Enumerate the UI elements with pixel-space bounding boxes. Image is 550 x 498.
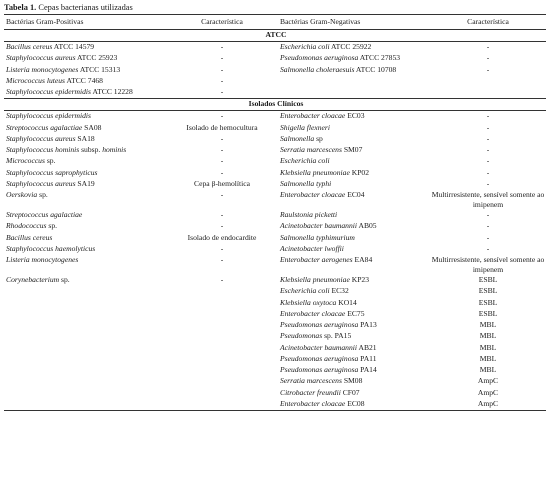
gram-positive-characteristic: Isolado de endocardite: [187, 232, 257, 242]
gram-negative-cell: [278, 87, 428, 99]
gram-negative-cell: [278, 376, 428, 387]
species-name: Staphylococcus epidermidis: [6, 111, 91, 121]
species-name: Salmonella typhimurium: [280, 232, 355, 242]
table-row: [4, 87, 546, 99]
gram-positive-cell: [4, 168, 164, 179]
gram-negative-characteristic: [428, 76, 546, 87]
species-name: Shigella flexneri: [280, 122, 330, 132]
gram-positive-cell: [4, 221, 164, 232]
species-name: Klebsiella pneumoniae: [280, 275, 350, 284]
species-name: Staphylococcus saprophyticus: [6, 167, 98, 177]
strain-code: SA19: [75, 178, 95, 188]
gram-positive-cell: [4, 275, 164, 286]
table-row: [4, 233, 546, 244]
table-row: [4, 286, 546, 297]
subspecies-name: hominis: [102, 145, 127, 154]
species-name: Enterobacter cloacae: [280, 190, 346, 199]
gram-positive-characteristic: -: [220, 243, 224, 253]
section-header-row: [4, 99, 546, 111]
gram-positive-characteristic: [164, 331, 278, 342]
species-name: Enterobacter aerogenes: [280, 255, 353, 264]
species-name: Staphylococcus aureus: [6, 53, 76, 63]
gram-negative-cell: [278, 65, 428, 76]
gram-negative-characteristic: AmpC: [428, 399, 546, 411]
gram-negative-characteristic: AmpC: [477, 376, 499, 386]
gram-negative-characteristic: -: [486, 64, 490, 74]
species-name: Oerskovia: [6, 190, 38, 199]
gram-negative-cell: [278, 111, 428, 123]
gram-negative-cell: [278, 331, 428, 342]
table-row: [4, 399, 546, 411]
strain-code: AB05: [356, 221, 377, 231]
gram-negative-characteristic: -: [486, 122, 490, 132]
gram-negative-characteristic: MBL: [479, 331, 497, 341]
gram-positive-cell: [4, 320, 164, 331]
gram-negative-characteristic: MBL: [479, 342, 497, 352]
gram-negative-characteristic: [428, 87, 546, 99]
section-title: Isolados Clínicos: [4, 99, 546, 111]
strain-code: EC32: [329, 286, 349, 296]
gram-negative-characteristic: -: [486, 178, 490, 188]
species-name: Pseudomonas aeruginosa: [280, 320, 359, 329]
gram-negative-cell: [278, 179, 428, 190]
gram-negative-cell: [278, 365, 428, 376]
gram-negative-cell: [278, 210, 428, 221]
species-name: Salmonella: [280, 133, 315, 143]
table-row: [4, 244, 546, 255]
species-name: Klebsiella pneumoniae: [280, 167, 350, 177]
gram-positive-cell: [4, 331, 164, 342]
table-caption: [4, 2, 546, 14]
strain-code: SA18: [75, 133, 95, 143]
gram-negative-characteristic: -: [486, 156, 490, 166]
strain-code: PA11: [358, 353, 377, 363]
document-page: [4, 2, 546, 411]
gram-negative-characteristic: ESBL: [478, 286, 498, 296]
gram-positive-cell: [4, 298, 164, 309]
gram-positive-cell: [4, 42, 164, 54]
gram-negative-cell: [278, 145, 428, 156]
gram-negative-cell: [278, 309, 428, 320]
gram-negative-characteristic: -: [486, 133, 490, 143]
gram-negative-characteristic: ESBL: [478, 308, 498, 318]
gram-positive-cell: [4, 343, 164, 354]
gram-negative-cell: [278, 244, 428, 255]
gram-negative-cell: [278, 221, 428, 232]
species-name: Rhodococcus: [6, 221, 47, 231]
gram-negative-cell: [278, 156, 428, 167]
species-name: Staphylococcus hominis: [6, 145, 80, 154]
gram-positive-cell: [4, 233, 164, 244]
strain-code: ATCC 25922: [329, 42, 372, 51]
table-row: [4, 255, 546, 275]
table-row: [4, 298, 546, 309]
gram-positive-cell: [4, 244, 164, 255]
table-row: [4, 221, 546, 232]
gram-negative-characteristic: -: [486, 167, 490, 177]
strain-code: PA14: [358, 365, 377, 374]
gram-negative-cell: [278, 388, 428, 399]
species-name: Listeria monocytogenes: [6, 255, 79, 264]
gram-positive-characteristic: -: [220, 156, 224, 166]
species-name: Acinetobacter baumannii: [280, 221, 357, 231]
gram-positive-characteristic: Cepa β-hemolítica: [194, 178, 250, 188]
species-name: Staphylococcus aureus: [6, 133, 76, 143]
gram-negative-cell: [278, 168, 428, 179]
gram-negative-characteristic: -: [486, 145, 490, 154]
caption-label: Tabela 1.: [4, 3, 37, 12]
section-title: ATCC: [4, 30, 546, 42]
strain-code: KP02: [349, 167, 370, 177]
section-header-row: [4, 30, 546, 42]
gram-positive-characteristic: -: [220, 53, 224, 63]
gram-negative-characteristic: -: [486, 210, 490, 219]
header-characteristic-gn: Característica: [428, 15, 546, 30]
gram-positive-characteristic: -: [220, 111, 224, 121]
header-gram-negative: Bactérias Gram-Negativas: [278, 15, 428, 30]
gram-negative-cell: [278, 42, 428, 54]
species-name: Enterobacter cloacae: [280, 308, 346, 318]
gram-negative-cell: [278, 76, 428, 87]
gram-positive-cell: [4, 179, 164, 190]
strain-code: ATCC 10708: [354, 64, 397, 74]
gram-negative-characteristic: -: [486, 111, 490, 121]
strain-code: ATCC 15313: [78, 64, 121, 74]
gram-positive-cell: [4, 76, 164, 87]
gram-positive-characteristic: [164, 399, 278, 411]
gram-positive-cell: [4, 53, 164, 64]
gram-positive-cell: [4, 134, 164, 145]
gram-positive-cell: [4, 399, 164, 411]
gram-negative-characteristic: MBL: [479, 353, 497, 363]
gram-negative-cell: [278, 275, 428, 286]
species-name: Bacillus cereus: [6, 42, 53, 51]
gram-positive-cell: [4, 376, 164, 387]
species-name: Serratia marcescens: [280, 376, 342, 386]
gram-positive-cell: [4, 111, 164, 123]
species-name: Pseudomonas aeruginosa: [280, 53, 359, 63]
gram-negative-cell: [278, 399, 428, 411]
gram-negative-cell: [278, 286, 428, 297]
gram-negative-characteristic: ESBL: [478, 275, 498, 284]
strain-code: EA84: [352, 255, 373, 264]
gram-positive-cell: [4, 190, 164, 210]
table-row: [4, 388, 546, 399]
species-name: Staphylococcus epidermidis: [6, 87, 91, 96]
species-name: Salmonella choleraesuis: [280, 64, 355, 74]
table-row: [4, 111, 546, 123]
strain-code: SM07: [341, 145, 363, 154]
gram-positive-cell: [4, 388, 164, 399]
gram-negative-cell: [278, 53, 428, 64]
strain-code: KO14: [336, 297, 357, 307]
strain-code: sp.: [37, 190, 48, 199]
strain-code: sp. PA15: [322, 331, 352, 341]
species-name: Raulstonia picketti: [280, 210, 338, 219]
strain-code: ATCC 14579: [52, 42, 95, 51]
species-name: Staphylococcus aureus: [6, 178, 76, 188]
table-row: [4, 376, 546, 387]
species-name: Enterobacter cloacae: [280, 398, 346, 408]
gram-negative-cell: [278, 190, 428, 210]
gram-negative-cell: [278, 298, 428, 309]
gram-negative-characteristic: -: [486, 53, 490, 63]
gram-positive-characteristic: [164, 354, 278, 365]
gram-positive-characteristic: -: [220, 133, 224, 143]
table-row: [4, 65, 546, 76]
gram-positive-characteristic: [164, 365, 278, 376]
bacterial-strains-table: [4, 14, 546, 411]
table-row: [4, 354, 546, 365]
gram-positive-cell: [4, 123, 164, 134]
species-name: Klebsiella oxytoca: [280, 297, 337, 307]
gram-negative-characteristic: ESBL: [478, 297, 498, 307]
table-row: [4, 190, 546, 210]
species-name: Micrococcus: [6, 156, 45, 166]
header-row: [4, 15, 546, 30]
gram-positive-characteristic: -: [220, 167, 224, 177]
gram-positive-characteristic: [164, 376, 278, 387]
gram-negative-characteristic: MBL: [479, 320, 497, 329]
table-row: [4, 309, 546, 320]
strain-code: EC75: [345, 308, 365, 318]
strain-code: ATCC 25923: [75, 53, 118, 63]
species-name: Streptococcus agalactiae: [6, 122, 83, 132]
strain-code: sp.: [59, 275, 70, 284]
table-row: [4, 210, 546, 221]
table-row: [4, 331, 546, 342]
gram-positive-cell: [4, 309, 164, 320]
table-row: [4, 365, 546, 376]
gram-positive-characteristic: [164, 309, 278, 320]
gram-positive-characteristic: -: [220, 75, 224, 85]
species-name: Micrococcus luteus: [6, 75, 65, 85]
table-row: [4, 275, 546, 286]
species-name: Streptococcus agalactiae: [6, 210, 83, 219]
table-row: [4, 123, 546, 134]
strain-code: EC03: [345, 111, 365, 121]
gram-positive-characteristic: [164, 298, 278, 309]
species-name: Pseudomonas aeruginosa: [280, 353, 359, 363]
gram-positive-cell: [4, 145, 164, 156]
species-name: Escherichia coli: [280, 42, 330, 51]
gram-positive-characteristic: -: [220, 275, 224, 284]
gram-positive-characteristic: [164, 343, 278, 354]
species-name: Citrobacter freundii: [280, 387, 341, 397]
species-name: Escherichia coli: [280, 286, 330, 296]
strain-code: ATCC 7468: [64, 75, 103, 85]
table-row: [4, 168, 546, 179]
strain-code: EC04: [345, 190, 365, 199]
gram-negative-cell: [278, 123, 428, 134]
gram-negative-cell: [278, 320, 428, 331]
gram-positive-characteristic: -: [220, 145, 224, 154]
table-row: [4, 156, 546, 167]
species-name: Salmonella typhi: [280, 178, 332, 188]
species-name: Serratia marcescens: [280, 145, 342, 154]
gram-positive-characteristic: -: [220, 221, 224, 231]
table-body: [4, 30, 546, 411]
strain-code: KP23: [349, 275, 370, 284]
table-row: [4, 343, 546, 354]
header-gram-positive: Bactérias Gram-Positivas: [4, 15, 164, 30]
species-name: Corynebacterium: [6, 275, 60, 284]
species-name: Escherichia coli: [280, 156, 330, 166]
strain-code: AB21: [356, 342, 377, 352]
gram-negative-characteristic: -: [486, 42, 490, 51]
gram-positive-cell: [4, 354, 164, 365]
gram-positive-cell: [4, 87, 164, 99]
species-name: Pseudomonas: [280, 331, 323, 341]
gram-negative-characteristic: -: [486, 243, 490, 253]
strain-code: ATCC 12228: [91, 87, 133, 96]
gram-positive-characteristic: -: [220, 255, 224, 264]
gram-positive-cell: [4, 65, 164, 76]
species-name: Acinetobacter lwoffii: [280, 243, 344, 253]
species-name: Acinetobacter baumannii: [280, 342, 357, 352]
gram-negative-cell: [278, 343, 428, 354]
gram-negative-characteristic: MBL: [479, 365, 497, 374]
species-name: Staphylococcus haemolyticus: [6, 243, 96, 253]
strain-code: PA13: [358, 320, 377, 329]
table-row: [4, 76, 546, 87]
gram-positive-cell: [4, 210, 164, 221]
table-row: [4, 42, 546, 54]
gram-positive-cell: [4, 156, 164, 167]
table-row: [4, 179, 546, 190]
table-row: [4, 320, 546, 331]
gram-positive-characteristic: [164, 388, 278, 399]
gram-positive-characteristic: -: [220, 190, 224, 199]
gram-negative-characteristic: Multirresistente, sensível somente ao imipenem: [431, 190, 545, 209]
gram-positive-characteristic: -: [220, 87, 224, 96]
header-characteristic-gp: Característica: [164, 15, 278, 30]
gram-positive-characteristic: -: [220, 42, 224, 51]
gram-negative-characteristic: AmpC: [477, 387, 499, 397]
species-name: Bacillus cereus: [6, 232, 53, 242]
gram-positive-cell: [4, 365, 164, 376]
gram-positive-characteristic: [164, 320, 278, 331]
gram-positive-cell: [4, 255, 164, 275]
species-name: Pseudomonas aeruginosa: [280, 365, 359, 374]
species-name: Enterobacter cloacae: [280, 111, 346, 121]
gram-positive-characteristic: -: [220, 210, 224, 219]
strain-code: sp.: [44, 156, 56, 166]
strain-code: EC08: [345, 398, 365, 408]
table-row: [4, 134, 546, 145]
gram-negative-characteristic: -: [486, 221, 490, 231]
gram-negative-cell: [278, 354, 428, 365]
strain-code: subsp.: [79, 145, 103, 154]
gram-positive-characteristic: Isolado de hemocultura: [186, 122, 258, 132]
gram-positive-characteristic: -: [220, 64, 224, 74]
strain-code: CF07: [340, 387, 360, 397]
gram-negative-characteristic: -: [486, 232, 490, 242]
strain-code: ATCC 27853: [358, 53, 401, 63]
table-row: [4, 53, 546, 64]
gram-positive-characteristic: [164, 286, 278, 297]
strain-code: sp.: [46, 221, 58, 231]
strain-code: SA08: [82, 122, 102, 132]
strain-code: sp: [314, 133, 323, 143]
caption-text: Cepas bacterianas utilizadas: [36, 3, 133, 12]
species-name: Listeria monocytogenes: [6, 64, 79, 74]
gram-negative-cell: [278, 134, 428, 145]
gram-negative-characteristic: Multirresistente, sensível somente ao imipenem: [431, 255, 545, 274]
table-row: [4, 145, 546, 156]
gram-negative-cell: [278, 233, 428, 244]
gram-negative-cell: [278, 255, 428, 275]
gram-positive-cell: [4, 286, 164, 297]
strain-code: SM08: [341, 376, 363, 386]
